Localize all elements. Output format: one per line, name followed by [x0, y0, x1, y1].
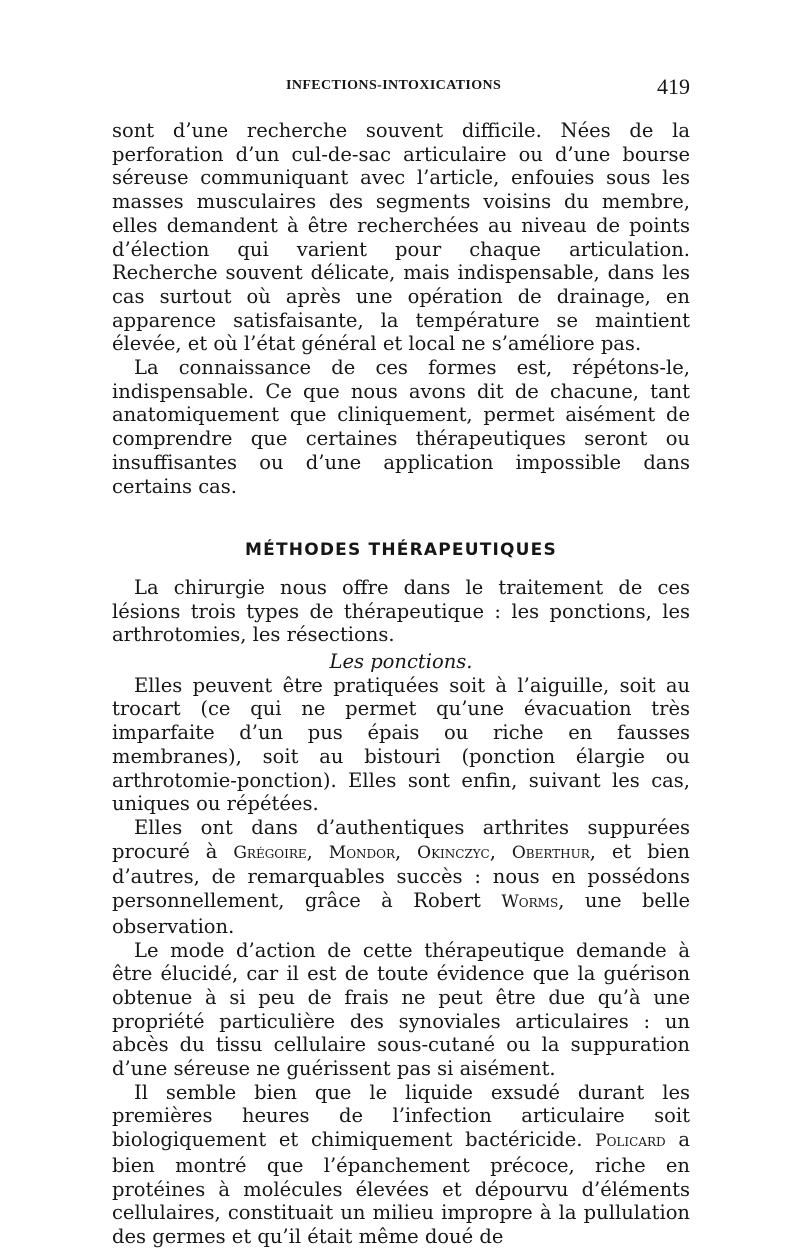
section-title: MÉTHODES THÉRAPEUTIQUES	[245, 540, 557, 561]
paragraph: La chirurgie nous offre dans le traitement de ces lésions trois types de thérapeutique : les ponctions, les arthrotomies, les résections.	[112, 575, 690, 647]
separator: ,	[306, 839, 329, 863]
paragraph	[112, 816, 690, 939]
author-name: Okinczyc	[417, 842, 490, 863]
running-header	[112, 74, 690, 102]
text-run: a bien montré que l’épanchement précoce, riche en protéines à molécules élevées et dépourvu d’éléments cellulaires, constituait un milieu impropre à la pullulation des germes et qu’il était même doué de	[112, 1128, 690, 1248]
separator: ,	[489, 839, 512, 863]
author-name: Grégoire	[233, 842, 307, 863]
page-number: 419	[657, 74, 690, 99]
author-name: Policard	[595, 1131, 666, 1152]
paragraph: Le mode d’action de cette thérapeutique demande à être élucidé, car il est de toute évidence que la guérison obtenue à si peu de frais ne peut être due qu’à une propriété particulière des synoviales articulaires : un abcès du tissu cellulaire sous-cutané ou la suppuration d’une séreuse ne guérissent pas si aisément.	[112, 938, 690, 1081]
paragraph: La connaissance de ces formes est, répétons-le, indispensable. Ce que nous avons dit de chacune, tant anatomiquement que cliniquement, permet aisément de comprendre que certaines thérapeutiques seront ou insuffisantes ou d’une application impossible dans certains cas.	[112, 356, 690, 498]
paragraph	[112, 1081, 690, 1249]
text-run: Il semble bien que le liquide exsudé durant les premières heures de l’infection articulaire soit biologiquement et chimiquement bactéricide.	[112, 1080, 690, 1152]
author-name: Worms	[501, 892, 559, 913]
running-title: INFECTIONS-INTOXICATIONS	[286, 78, 502, 93]
author-name: Oberthur	[511, 842, 590, 863]
text-run: Elles ont dans d’authentiques arthrites suppurées procuré à	[112, 815, 690, 863]
book-page	[112, 74, 690, 1249]
paragraph: Elles peuvent être pratiquées soit à l’aiguille, soit au trocart (ce qui ne permet qu’une évacuation très imparfaite d’un pus épais ou riche en fausses membranes), soit au bistouri (ponction élargie ou arthrotomie-ponction). Elles sont enfin, suivant les cas, uniques ou répétées.	[112, 673, 690, 816]
paragraph-continuation: sont d’une recherche souvent difficile. Nées de la perforation d’un cul-de-sac articulaire ou d’une bourse séreuse communiquant avec l’article, enfouies sous les masses musculaires des segments voisins du membre, elles demandent à être recherchées au niveau de points d’élection qui varient pour chaque articulation. Recherche souvent délicate, mais indispensable, dans les cas surtout où après une opération de drainage, en apparence satisfaisante, la température se maintient élevée, et où l’état général et local ne s’améliore pas.	[112, 119, 690, 356]
separator: ,	[395, 839, 418, 863]
body-text	[112, 119, 690, 1249]
text-run: , une belle observation.	[112, 889, 690, 938]
author-name: Mondor	[328, 842, 396, 863]
subsection-title: Les ponctions.	[329, 650, 473, 674]
text-run: , et bien d’autres, de remarquables succès : nous en possédons personnellement, grâce à Robert	[112, 839, 690, 913]
